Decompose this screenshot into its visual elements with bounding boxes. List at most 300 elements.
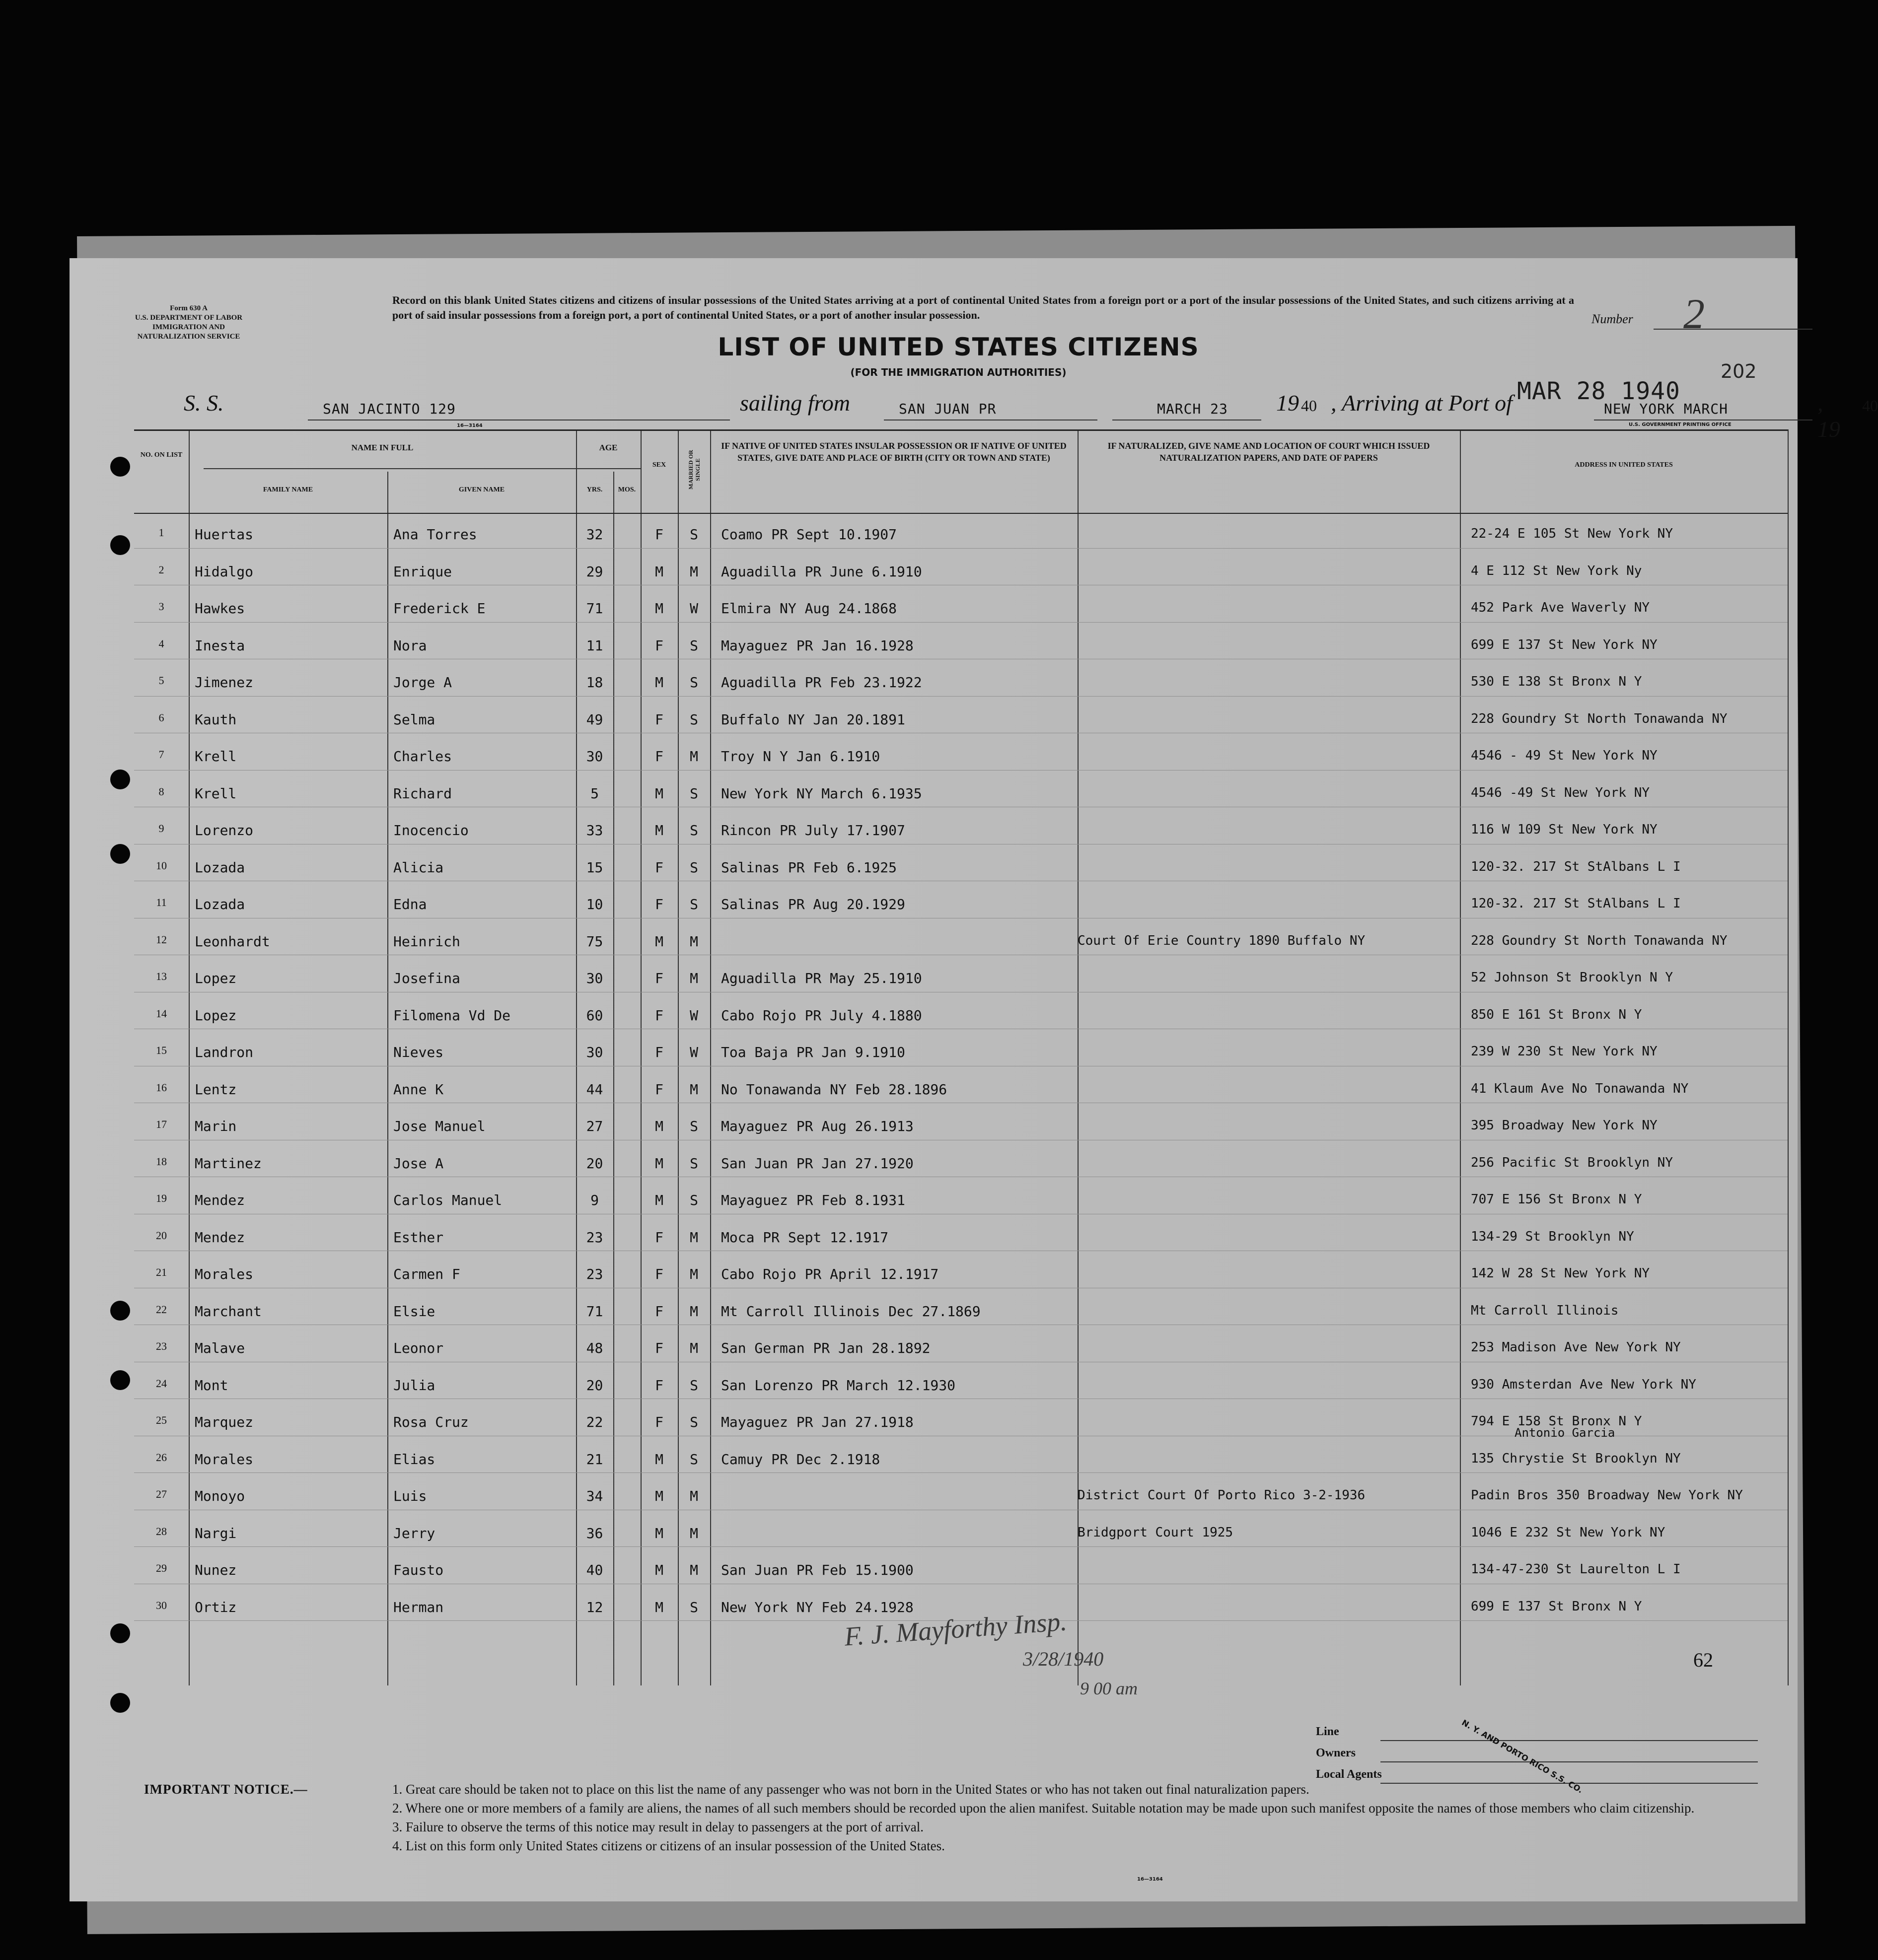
marital-status: S bbox=[690, 1599, 698, 1615]
age-years: 9 bbox=[590, 1192, 599, 1208]
table-row bbox=[134, 733, 1788, 770]
binder-hole bbox=[110, 1301, 130, 1321]
table-header bbox=[134, 429, 1788, 514]
marital-status: M bbox=[690, 970, 698, 986]
row-number: 5 bbox=[158, 674, 164, 687]
birth-info: New York NY Feb 24.1928 bbox=[721, 1599, 914, 1615]
family-name: Martinez bbox=[195, 1155, 262, 1172]
arriving-label: , Arriving at Port of bbox=[1331, 390, 1513, 416]
us-address: 134-29 St Brooklyn NY bbox=[1471, 1229, 1634, 1244]
table-row bbox=[134, 1251, 1788, 1288]
sex: M bbox=[655, 1525, 663, 1541]
given-name: Jorge A bbox=[393, 674, 452, 691]
sex: M bbox=[655, 1451, 663, 1468]
binder-hole bbox=[110, 1623, 130, 1643]
sex: F bbox=[655, 1081, 663, 1098]
table-row bbox=[134, 1510, 1788, 1547]
row-number: 10 bbox=[156, 859, 167, 872]
age-years: 11 bbox=[586, 637, 603, 654]
family-name: Krell bbox=[195, 748, 237, 765]
print-code-bottom: 16—3164 bbox=[1137, 1877, 1163, 1882]
table-row bbox=[134, 549, 1788, 586]
given-name: Herman bbox=[393, 1599, 444, 1615]
row-number: 24 bbox=[156, 1377, 167, 1390]
arrival-port: NEW YORK MARCH bbox=[1604, 401, 1729, 417]
age-years: 12 bbox=[586, 1599, 603, 1615]
row-number: 2 bbox=[158, 563, 164, 576]
table-row bbox=[134, 955, 1788, 992]
us-address: 4546 - 49 St New York NY bbox=[1471, 748, 1658, 763]
given-name: Anne K bbox=[393, 1081, 444, 1098]
us-address: 228 Goundry St North Tonawanda NY bbox=[1471, 711, 1728, 726]
us-address: 930 Amsterdan Ave New York NY bbox=[1471, 1377, 1696, 1392]
row-number: 8 bbox=[158, 785, 164, 798]
binder-hole bbox=[110, 1693, 130, 1713]
family-name: Marchant bbox=[195, 1303, 262, 1320]
marital-status: S bbox=[690, 674, 698, 691]
family-name: Morales bbox=[195, 1266, 254, 1282]
arrival-year-prefix: , 19 bbox=[1817, 390, 1840, 442]
sex: F bbox=[655, 637, 663, 654]
birth-info: Coamo PR Sept 10.1907 bbox=[721, 526, 897, 543]
family-name: Mont bbox=[195, 1377, 228, 1394]
sex: F bbox=[655, 896, 663, 912]
table-row bbox=[134, 992, 1788, 1030]
marital-status: S bbox=[690, 1118, 698, 1134]
us-address: 4546 -49 St New York NY bbox=[1471, 785, 1650, 800]
passenger-rows bbox=[134, 511, 1788, 1621]
age-years: 60 bbox=[586, 1007, 603, 1024]
sex: M bbox=[655, 563, 663, 580]
table-row bbox=[134, 1436, 1788, 1473]
passenger-table bbox=[134, 429, 1788, 1685]
us-address: Padin Bros 350 Broadway New York NY bbox=[1471, 1488, 1743, 1503]
given-name: Frederick E bbox=[393, 600, 486, 617]
table-row bbox=[134, 1103, 1788, 1140]
notice-item: 2. Where one or more members of a family are aliens, the names of all such members should be recorded upon the alien manifest. Suitable notation may be made upon such manifest opposite the names of those members who claim citizenship. bbox=[392, 1801, 1695, 1816]
given-name: Josefina bbox=[393, 970, 460, 986]
birth-info: Aguadilla PR June 6.1910 bbox=[721, 563, 922, 580]
marital-status: S bbox=[690, 1414, 698, 1430]
marital-status: S bbox=[690, 1451, 698, 1468]
us-address: 22-24 E 105 St New York NY bbox=[1471, 526, 1673, 541]
family-name: Landron bbox=[195, 1044, 254, 1060]
birth-info: Salinas PR Aug 20.1929 bbox=[721, 896, 905, 912]
row-number: 25 bbox=[156, 1414, 167, 1426]
marital-status: M bbox=[690, 1562, 698, 1578]
given-name: Jose A bbox=[393, 1155, 444, 1172]
sex: M bbox=[655, 1562, 663, 1578]
family-name: Marin bbox=[195, 1118, 237, 1134]
number-label: Number bbox=[1591, 312, 1633, 326]
given-name: Richard bbox=[393, 785, 452, 802]
header-given-name: GIVEN NAME bbox=[458, 486, 505, 493]
birth-info: Aguadilla PR May 25.1910 bbox=[721, 970, 922, 986]
form-id-line: U.S. DEPARTMENT OF LABOR bbox=[135, 314, 243, 322]
age-years: 71 bbox=[586, 1303, 603, 1320]
row-number: 28 bbox=[156, 1525, 167, 1538]
given-name: Ana Torres bbox=[393, 526, 477, 543]
address-note: Antonio Garcia bbox=[1515, 1426, 1615, 1440]
us-address: 699 E 137 St New York NY bbox=[1471, 637, 1658, 652]
header-birth: IF NATIVE OF UNITED STATES INSULAR POSSESSION OR IF NATIVE OF UNITED STATES, GIVE DATE AND PLACE OF BIRTH (CITY OR TOWN AND STATE) bbox=[721, 441, 1067, 463]
notice-item: 1. Great care should be taken not to place on this list the name of any passenger who was not born in the United States or who has not taken out final naturalization papers. bbox=[392, 1782, 1309, 1797]
header-naturalization: IF NATURALIZED, GIVE NAME AND LOCATION OF COURT WHICH ISSUED NATURALIZATION PAPERS, AND DATE OF PAPERS bbox=[1107, 441, 1430, 463]
table-row bbox=[134, 1399, 1788, 1440]
binder-hole bbox=[110, 770, 130, 789]
age-years: 15 bbox=[586, 859, 603, 876]
row-number: 22 bbox=[156, 1303, 167, 1316]
year-prefix: 19 bbox=[1276, 390, 1299, 416]
naturalization-info: Bridgport Court 1925 bbox=[1078, 1525, 1233, 1540]
line-underline bbox=[1380, 1740, 1758, 1741]
us-address: 116 W 109 St New York NY bbox=[1471, 822, 1658, 837]
row-number: 12 bbox=[156, 933, 167, 946]
table-row bbox=[134, 1214, 1788, 1252]
family-name: Malave bbox=[195, 1340, 245, 1356]
sex: M bbox=[655, 600, 663, 617]
marital-status: M bbox=[690, 1340, 698, 1356]
marital-status: S bbox=[690, 637, 698, 654]
inspection-time: 9 00 am bbox=[1080, 1679, 1138, 1698]
age-years: 22 bbox=[586, 1414, 603, 1430]
family-name: Inesta bbox=[195, 637, 245, 654]
given-name: Nora bbox=[393, 637, 427, 654]
sex: F bbox=[655, 526, 663, 543]
naturalization-info: District Court Of Porto Rico 3-2-1936 bbox=[1078, 1488, 1366, 1503]
table-row bbox=[134, 659, 1788, 697]
age-years: 34 bbox=[586, 1488, 603, 1504]
family-name: Hidalgo bbox=[195, 563, 254, 580]
header-address: ADDRESS IN UNITED STATES bbox=[1575, 461, 1673, 469]
header-no: NO. ON LIST bbox=[140, 451, 183, 459]
birth-info: Troy N Y Jan 6.1910 bbox=[721, 748, 880, 765]
sex: M bbox=[655, 933, 663, 950]
marital-status: S bbox=[690, 1377, 698, 1394]
marital-status: S bbox=[690, 785, 698, 802]
given-name: Esther bbox=[393, 1229, 444, 1246]
sex: M bbox=[655, 822, 663, 839]
us-address: 699 E 137 St Bronx N Y bbox=[1471, 1599, 1642, 1614]
row-number: 17 bbox=[156, 1118, 167, 1130]
row-number: 26 bbox=[156, 1451, 167, 1464]
row-number: 4 bbox=[158, 637, 164, 650]
sex: F bbox=[655, 1303, 663, 1320]
row-number: 30 bbox=[156, 1599, 167, 1611]
age-years: 44 bbox=[586, 1081, 603, 1098]
age-years: 20 bbox=[586, 1377, 603, 1394]
age-years: 30 bbox=[586, 1044, 603, 1060]
row-number: 14 bbox=[156, 1007, 167, 1020]
us-address: 452 Park Ave Waverly NY bbox=[1471, 600, 1650, 615]
marital-status: S bbox=[690, 1155, 698, 1172]
family-name: Nunez bbox=[195, 1562, 237, 1578]
important-notice bbox=[144, 1780, 1783, 1855]
sex: F bbox=[655, 1229, 663, 1246]
birth-info: Mayaguez PR Aug 26.1913 bbox=[721, 1118, 914, 1134]
sex: M bbox=[655, 1599, 663, 1615]
birth-info: Rincon PR July 17.1907 bbox=[721, 822, 905, 839]
header-name-in-full: NAME IN FULL bbox=[351, 443, 414, 452]
marital-status: W bbox=[690, 1044, 698, 1060]
us-address: 120-32. 217 St StAlbans L I bbox=[1471, 896, 1681, 911]
sex: F bbox=[655, 711, 663, 728]
page-subtitle: (FOR THE IMMIGRATION AUTHORITIES) bbox=[850, 366, 1067, 378]
birth-info: San German PR Jan 28.1892 bbox=[721, 1340, 931, 1356]
marital-status: M bbox=[690, 563, 698, 580]
row-number: 3 bbox=[158, 600, 164, 613]
header-underline bbox=[576, 468, 641, 469]
table-row bbox=[134, 881, 1788, 918]
owners-label: Owners bbox=[1316, 1747, 1356, 1759]
sex: F bbox=[655, 1266, 663, 1282]
table-row bbox=[134, 1177, 1788, 1214]
marital-status: W bbox=[690, 1007, 698, 1024]
sex: F bbox=[655, 748, 663, 765]
us-address: 530 E 138 St Bronx N Y bbox=[1471, 674, 1642, 689]
birth-info: San Lorenzo PR March 12.1930 bbox=[721, 1377, 956, 1394]
birth-info: San Juan PR Feb 15.1900 bbox=[721, 1562, 914, 1578]
manifest-sheet bbox=[70, 258, 1878, 1901]
us-address: 256 Pacific St Brooklyn NY bbox=[1471, 1155, 1673, 1170]
notice-heading: IMPORTANT NOTICE.— bbox=[144, 1782, 308, 1797]
number-underline bbox=[1654, 329, 1812, 330]
form-id-line: IMMIGRATION AND bbox=[152, 323, 225, 331]
row-number: 15 bbox=[156, 1044, 167, 1056]
family-name: Huertas bbox=[195, 526, 254, 543]
inspection-date: 3/28/1940 bbox=[1023, 1648, 1104, 1670]
us-address: 707 E 156 St Bronx N Y bbox=[1471, 1192, 1642, 1207]
birth-info: Cabo Rojo PR July 4.1880 bbox=[721, 1007, 922, 1024]
marital-status: M bbox=[690, 933, 698, 950]
given-name: Carlos Manuel bbox=[393, 1192, 503, 1208]
age-years: 32 bbox=[586, 526, 603, 543]
us-address: 850 E 161 St Bronx N Y bbox=[1471, 1007, 1642, 1022]
age-years: 20 bbox=[586, 1155, 603, 1172]
form-identifier bbox=[124, 304, 253, 342]
local-agents-label: Local Agents bbox=[1316, 1768, 1382, 1781]
age-years: 27 bbox=[586, 1118, 603, 1134]
birth-info: Mayaguez PR Feb 8.1931 bbox=[721, 1192, 905, 1208]
table-row bbox=[134, 1547, 1788, 1584]
age-years: 30 bbox=[586, 748, 603, 765]
line-label: Line bbox=[1316, 1725, 1339, 1738]
marital-status: S bbox=[690, 859, 698, 876]
age-years: 23 bbox=[586, 1266, 603, 1282]
us-address: 794 E 158 St Bronx N Y bbox=[1471, 1414, 1642, 1429]
form-id-line: Form 630 A bbox=[170, 304, 208, 312]
table-row bbox=[134, 1029, 1788, 1066]
binder-hole bbox=[110, 457, 130, 477]
header-age: AGE bbox=[599, 443, 618, 452]
sex: F bbox=[655, 859, 663, 876]
header-mos: MOS. bbox=[618, 486, 636, 493]
header-yrs: YRS. bbox=[586, 486, 603, 493]
given-name: Inocencio bbox=[393, 822, 469, 839]
given-name: Jerry bbox=[393, 1525, 435, 1541]
print-code-right: U.S. GOVERNMENT PRINTING OFFICE bbox=[1629, 422, 1732, 427]
age-years: 40 bbox=[586, 1562, 603, 1578]
marital-status: M bbox=[690, 1488, 698, 1504]
age-years: 23 bbox=[586, 1229, 603, 1246]
us-address: 239 W 230 St New York NY bbox=[1471, 1044, 1658, 1059]
table-row bbox=[134, 697, 1788, 734]
sex: F bbox=[655, 1377, 663, 1394]
age-years: 21 bbox=[586, 1451, 603, 1468]
table-row bbox=[134, 1066, 1788, 1104]
sex: F bbox=[655, 1007, 663, 1024]
ship-name: SAN JACINTO 129 bbox=[323, 401, 456, 417]
marital-status: S bbox=[690, 711, 698, 728]
birth-info: Mt Carroll Illinois Dec 27.1869 bbox=[721, 1303, 981, 1320]
arrival-year-suffix: 40 bbox=[1862, 397, 1878, 415]
received-date-stamp: MAR 28 1940 bbox=[1517, 377, 1680, 405]
marital-status: M bbox=[690, 1081, 698, 1098]
age-years: 18 bbox=[586, 674, 603, 691]
table-row bbox=[134, 918, 1788, 956]
sex: M bbox=[655, 1192, 663, 1208]
table-row bbox=[134, 1362, 1788, 1400]
birth-info: Mayaguez PR Jan 27.1918 bbox=[721, 1414, 914, 1430]
birth-info: Buffalo NY Jan 20.1891 bbox=[721, 711, 905, 728]
family-name: Mendez bbox=[195, 1192, 245, 1208]
print-code-left: 16—3164 bbox=[457, 423, 483, 428]
ss-label: S. S. bbox=[184, 390, 224, 416]
sex: M bbox=[655, 674, 663, 691]
header-underline bbox=[204, 468, 576, 469]
us-address: 52 Johnson St Brooklyn N Y bbox=[1471, 970, 1673, 985]
given-name: Filomena Vd De bbox=[393, 1007, 511, 1024]
birth-info: Salinas PR Feb 6.1925 bbox=[721, 859, 897, 876]
binder-hole bbox=[110, 1370, 130, 1390]
birth-info: Cabo Rojo PR April 12.1917 bbox=[721, 1266, 939, 1282]
given-name: Edna bbox=[393, 896, 427, 912]
table-row bbox=[134, 623, 1788, 660]
age-years: 5 bbox=[590, 785, 599, 802]
marital-status: W bbox=[690, 600, 698, 617]
us-address: 41 Klaum Ave No Tonawanda NY bbox=[1471, 1081, 1689, 1096]
table-row bbox=[134, 585, 1788, 623]
sex: F bbox=[655, 1340, 663, 1356]
family-name: Krell bbox=[195, 785, 237, 802]
age-years: 49 bbox=[586, 711, 603, 728]
sex: M bbox=[655, 785, 663, 802]
age-years: 48 bbox=[586, 1340, 603, 1356]
age-years: 30 bbox=[586, 970, 603, 986]
us-address: 228 Goundry St North Tonawanda NY bbox=[1471, 933, 1728, 948]
sex: M bbox=[655, 1118, 663, 1134]
us-address: 1046 E 232 St New York NY bbox=[1471, 1525, 1665, 1540]
row-number: 19 bbox=[156, 1192, 167, 1204]
family-name: Leonhardt bbox=[195, 933, 270, 950]
us-address: Mt Carroll Illinois bbox=[1471, 1303, 1619, 1318]
marital-status: S bbox=[690, 822, 698, 839]
family-name: Lozada bbox=[195, 859, 245, 876]
row-number: 9 bbox=[158, 822, 164, 835]
row-number: 21 bbox=[156, 1266, 167, 1278]
header-sex: SEX bbox=[652, 461, 666, 469]
birth-info: San Juan PR Jan 27.1920 bbox=[721, 1155, 914, 1172]
marital-status: M bbox=[690, 748, 698, 765]
given-name: Selma bbox=[393, 711, 435, 728]
binder-hole bbox=[110, 844, 130, 864]
form-instructions: Record on this blank United States citizens and citizens of insular possessions of the United States arriving at a port of continental United States from a foreign port or a port of the insular possessions of the United States, and such citizens arriving at a port of said insular possessions from a foreign port, a port of continental United States, or a port of another insular possession. bbox=[392, 294, 1574, 321]
table-row bbox=[134, 1325, 1788, 1362]
list-number: 2 bbox=[1683, 290, 1705, 338]
row-number: 16 bbox=[156, 1081, 167, 1094]
family-name: Lozada bbox=[195, 896, 245, 912]
family-name: Marquez bbox=[195, 1414, 254, 1430]
departure-port: SAN JUAN PR bbox=[899, 401, 997, 417]
marital-status: S bbox=[690, 896, 698, 912]
owners-underline bbox=[1380, 1761, 1758, 1762]
given-name: Luis bbox=[393, 1488, 427, 1504]
sex: M bbox=[655, 1488, 663, 1504]
birth-info: New York NY March 6.1935 bbox=[721, 785, 922, 802]
steamship-line-stamp: N. Y. AND PORTO RICO S.S. CO. bbox=[1460, 1718, 1585, 1795]
family-name: Jimenez bbox=[195, 674, 254, 691]
table-row bbox=[134, 1140, 1788, 1178]
birth-info: Elmira NY Aug 24.1868 bbox=[721, 600, 897, 617]
given-name: Nieves bbox=[393, 1044, 444, 1060]
given-name: Heinrich bbox=[393, 933, 460, 950]
given-name: Elias bbox=[393, 1451, 435, 1468]
given-name: Jose Manuel bbox=[393, 1118, 486, 1134]
marital-status: M bbox=[690, 1525, 698, 1541]
given-name: Charles bbox=[393, 748, 452, 765]
birth-info: Camuy PR Dec 2.1918 bbox=[721, 1451, 880, 1468]
table-row bbox=[134, 511, 1788, 549]
table-row bbox=[134, 1473, 1788, 1510]
birth-info: Moca PR Sept 12.1917 bbox=[721, 1229, 889, 1246]
table-row bbox=[134, 844, 1788, 882]
notice-item: 4. List on this form only United States citizens or citizens of an insular possession of the United States. bbox=[392, 1838, 945, 1853]
row-number: 27 bbox=[156, 1488, 167, 1500]
row-number: 1 bbox=[158, 526, 164, 539]
notice-item: 3. Failure to observe the terms of this notice may result in delay to passengers at the port of arrival. bbox=[392, 1820, 924, 1834]
given-name: Julia bbox=[393, 1377, 435, 1394]
inspector-signature: F. J. Mayforthy Insp. bbox=[843, 1606, 1068, 1652]
family-name: Lopez bbox=[195, 1007, 237, 1024]
us-address: 142 W 28 St New York NY bbox=[1471, 1266, 1650, 1281]
us-address: 134-47-230 St Laurelton L I bbox=[1471, 1562, 1681, 1577]
age-years: 75 bbox=[586, 933, 603, 950]
birth-info: No Tonawanda NY Feb 28.1896 bbox=[721, 1081, 947, 1098]
given-name: Elsie bbox=[393, 1303, 435, 1320]
row-number: 13 bbox=[156, 970, 167, 982]
family-name: Ortiz bbox=[195, 1599, 237, 1615]
age-years: 29 bbox=[586, 563, 603, 580]
row-number: 29 bbox=[156, 1562, 167, 1574]
marital-status: S bbox=[690, 1192, 698, 1208]
given-name: Carmen F bbox=[393, 1266, 460, 1282]
marital-status: M bbox=[690, 1229, 698, 1246]
year-suffix: 40 bbox=[1301, 397, 1317, 415]
age-years: 10 bbox=[586, 896, 603, 912]
given-name: Alicia bbox=[393, 859, 444, 876]
page-title: LIST OF UNITED STATES CITIZENS bbox=[718, 333, 1199, 361]
given-name: Rosa Cruz bbox=[393, 1414, 469, 1430]
age-years: 33 bbox=[586, 822, 603, 839]
sailing-label: sailing from bbox=[740, 390, 850, 416]
marital-status: M bbox=[690, 1266, 698, 1282]
marital-status: S bbox=[690, 526, 698, 543]
stamp-number: 202 bbox=[1721, 360, 1757, 382]
form-id-line: NATURALIZATION SERVICE bbox=[137, 333, 240, 341]
departure-date: MARCH 23 bbox=[1157, 401, 1228, 417]
row-number: 7 bbox=[158, 748, 164, 761]
header-family-name: FAMILY NAME bbox=[263, 486, 313, 493]
